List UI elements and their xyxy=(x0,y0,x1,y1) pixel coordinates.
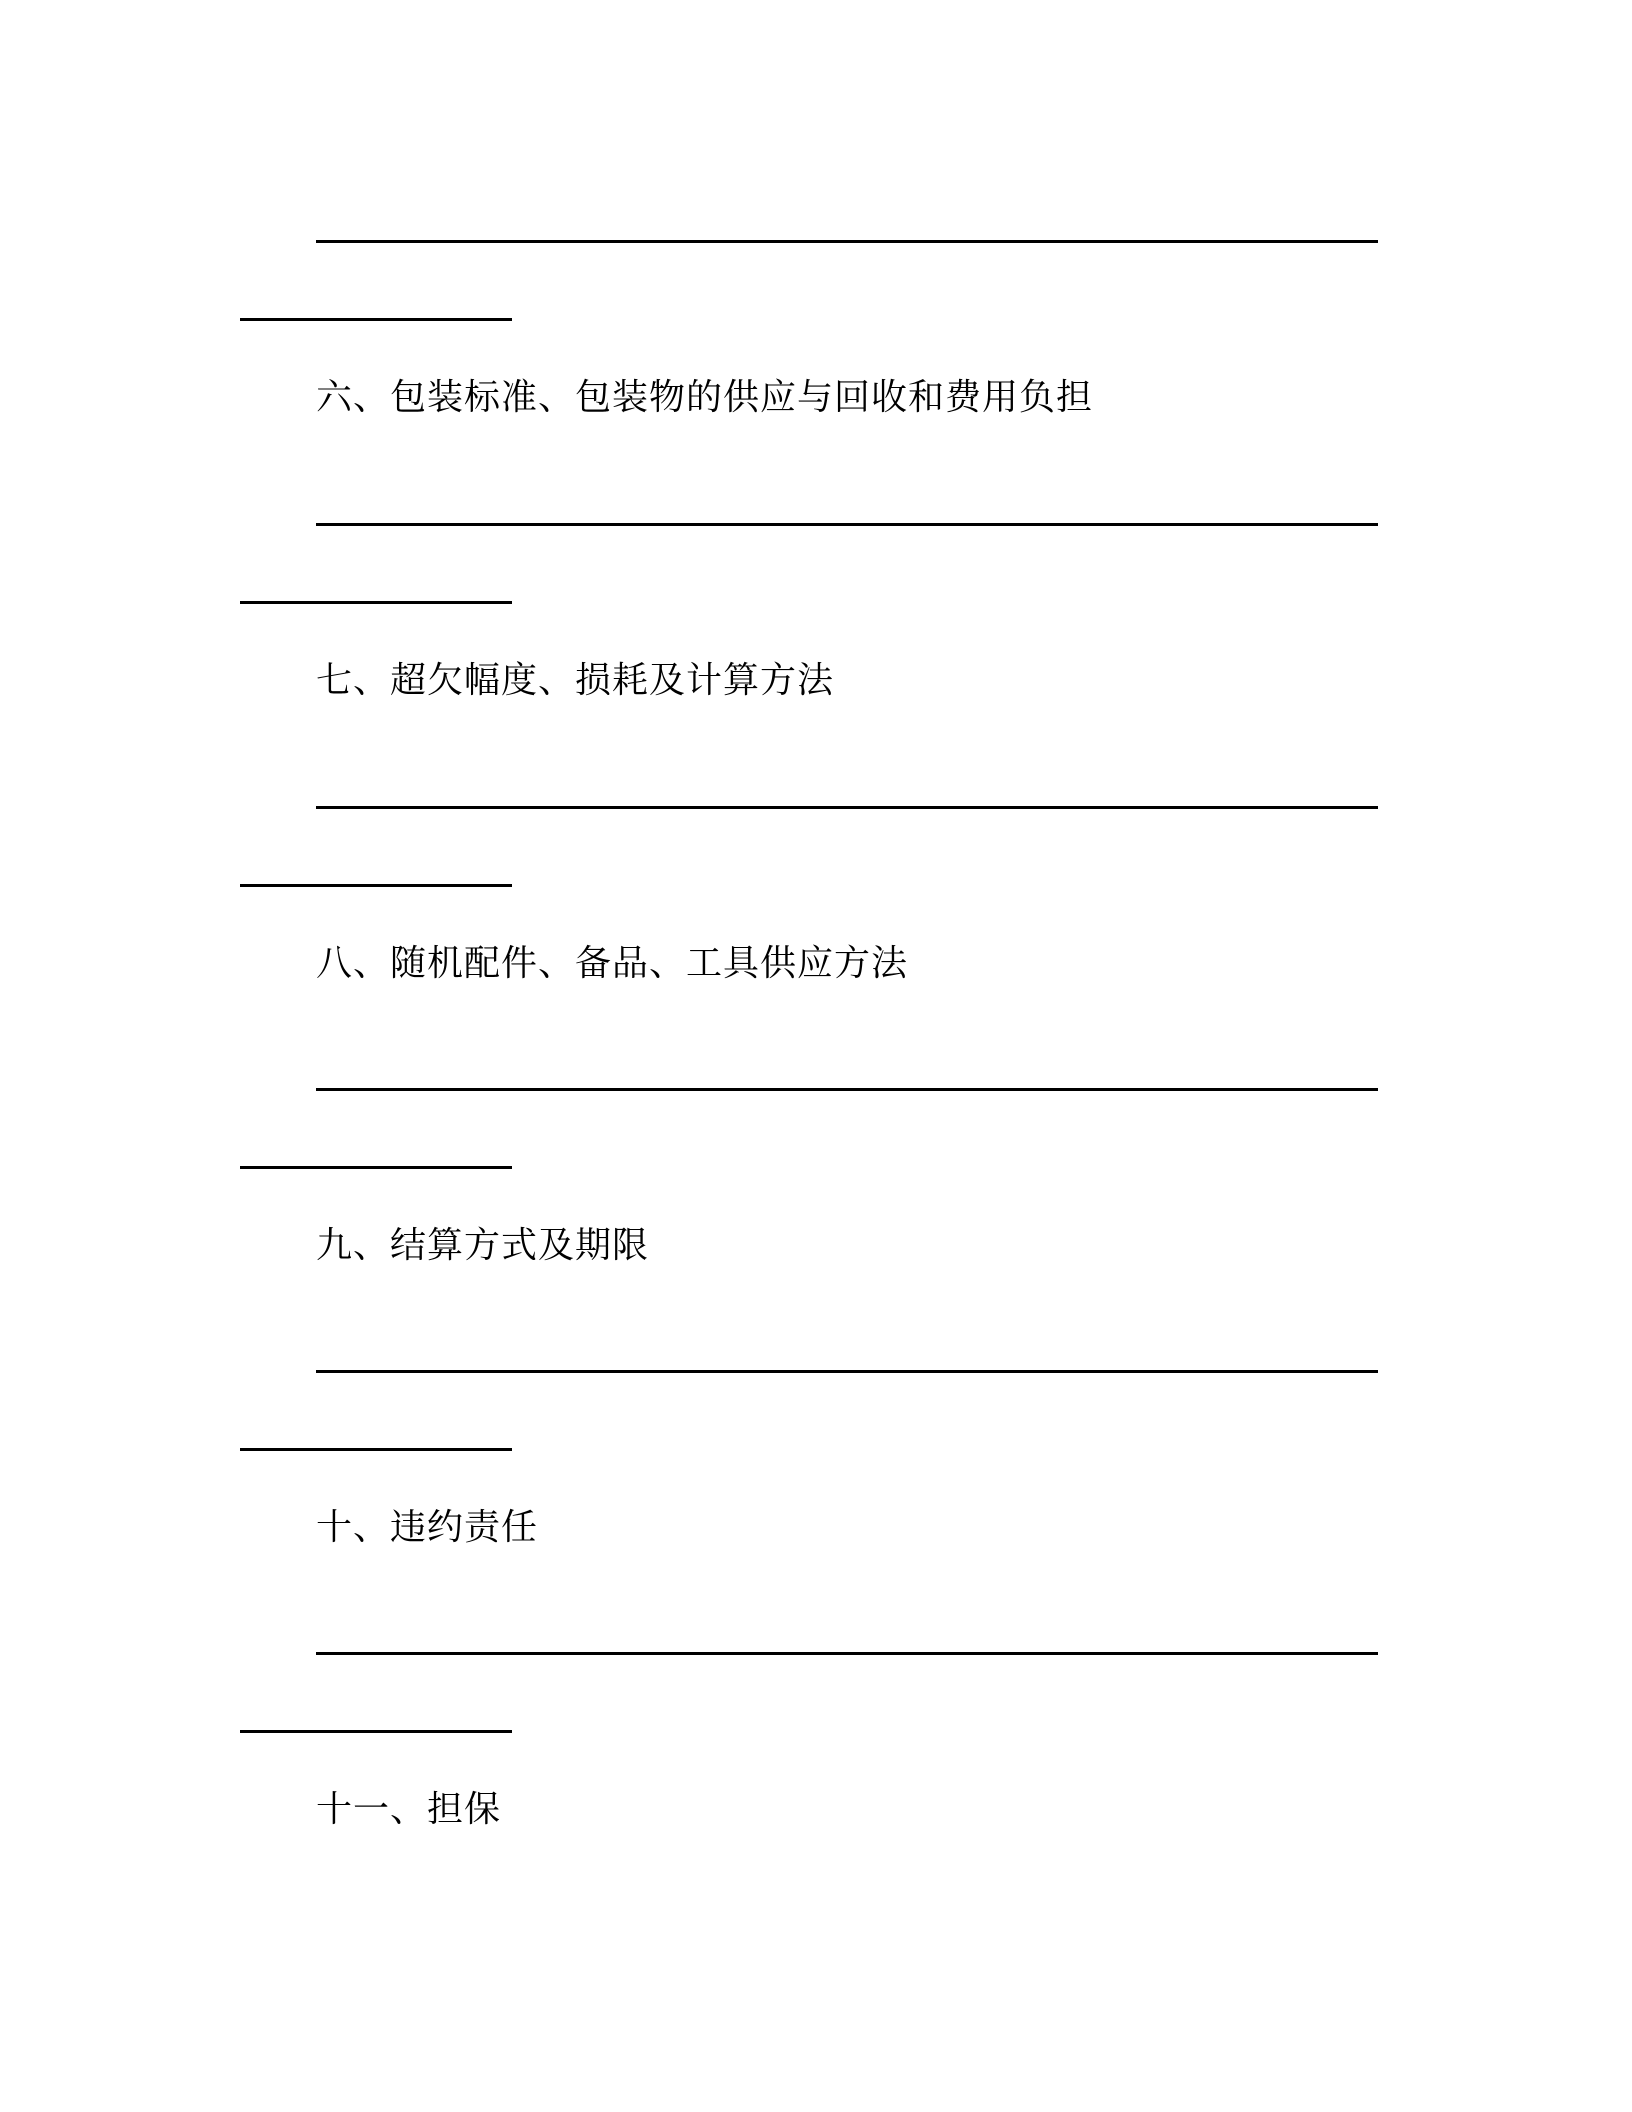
blank-fill-line xyxy=(240,884,512,887)
section-heading-11: 十一、担保 xyxy=(316,1789,502,1830)
blank-fill-line xyxy=(240,1166,512,1169)
section-heading-7: 七、超欠幅度、损耗及计算方法 xyxy=(316,660,835,701)
blank-fill-line xyxy=(240,601,512,604)
blank-fill-line xyxy=(316,806,1378,809)
section-heading-6: 六、包装标准、包装物的供应与回收和费用负担 xyxy=(316,377,1094,418)
section-heading-8: 八、随机配件、备品、工具供应方法 xyxy=(316,943,909,984)
blank-fill-line xyxy=(316,240,1378,243)
blank-fill-line xyxy=(316,1652,1378,1655)
blank-fill-line xyxy=(316,523,1378,526)
blank-fill-line xyxy=(316,1088,1378,1091)
section-heading-10: 十、违约责任 xyxy=(316,1507,539,1548)
blank-fill-line xyxy=(240,318,512,321)
section-heading-9: 九、结算方式及期限 xyxy=(316,1225,650,1266)
blank-fill-line xyxy=(240,1448,512,1451)
blank-fill-line xyxy=(240,1730,512,1733)
blank-fill-line xyxy=(316,1370,1378,1373)
